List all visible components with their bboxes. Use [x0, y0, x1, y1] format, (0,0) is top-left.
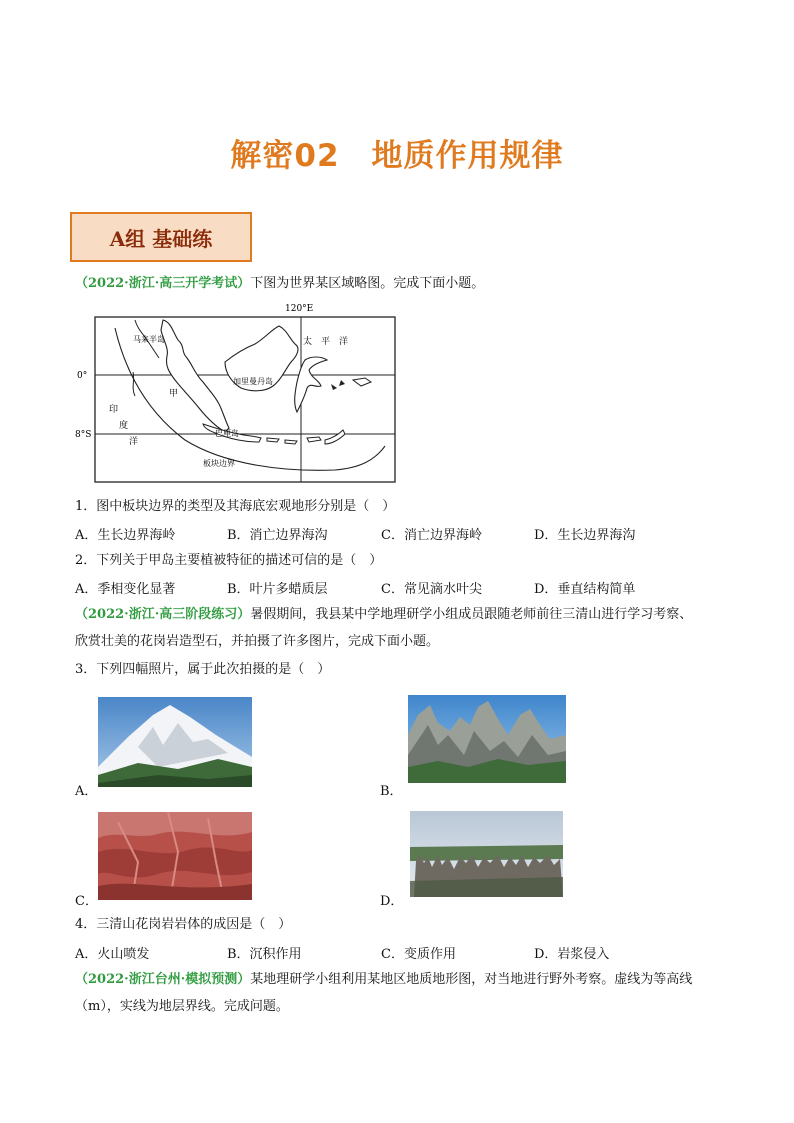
source-tag: （2022·浙江·高三阶段练习）: [75, 607, 251, 622]
map-lon-label: 120°E: [285, 304, 314, 314]
photo-a-snow-mountain: [98, 697, 252, 787]
q4-option-c: C．变质作用: [381, 947, 456, 962]
intro-text: 下图为世界某区域略图。完成下面小题。: [250, 276, 485, 291]
intro-1: [75, 274, 735, 294]
map-label-bali: 巴厘岛: [215, 429, 239, 438]
intro-2-line-1: [75, 605, 735, 625]
q3-label-b: B．: [380, 784, 403, 799]
q3-label-a: A．: [75, 784, 98, 799]
q2-option-c: C．常见滴水叶尖: [381, 582, 482, 597]
group-label-box: [70, 212, 252, 262]
q1-option-b: B．消亡边界海沟: [227, 528, 328, 543]
q3-stem: 3．下列四幅照片，属于此次拍摄的是（ ）: [75, 662, 331, 677]
map-label-malay: 马来半岛: [133, 335, 165, 344]
map-label-kalimantan: 加里曼丹岛: [233, 377, 273, 386]
q4-stem: 4．三清山花岗岩岩体的成因是（ ）: [75, 917, 292, 932]
photo-d-stone-forest: [410, 811, 563, 897]
map-label-indian-2: 度: [119, 421, 129, 431]
q3-label-c: C．: [75, 894, 98, 909]
map-lat-8s: 8°S: [75, 430, 92, 440]
map-label-indian-1: 印: [109, 405, 119, 415]
q2-option-b: B．叶片多蜡质层: [227, 582, 328, 597]
source-tag: （2022·浙江·高三开学考试）: [75, 276, 251, 291]
photo-c-red-landform: [98, 812, 252, 900]
q2-stem: 2．下列关于甲岛主要植被特征的描述可信的是（ ）: [75, 553, 383, 568]
map-label-plate-boundary: 板块边界: [203, 459, 235, 468]
map-label-indian-3: 洋: [129, 437, 139, 447]
intro-text: 某地理研学小组利用某地区地质地形图，对当地进行野外考察。虚线为等高线: [250, 972, 693, 987]
q1-option-c: C．消亡边界海岭: [381, 528, 482, 543]
q1-stem: 1．图中板块边界的类型及其海底宏观地形分别是（ ）: [75, 499, 396, 514]
q2-option-a: A．季相变化显著: [75, 582, 176, 597]
map-label-pacific: 太 平 洋: [303, 337, 349, 347]
q4-option-a: A．火山喷发: [75, 947, 150, 962]
source-tag: （2022·浙江台州·模拟预测）: [75, 972, 251, 987]
q1-option-d: D．生长边界海沟: [534, 528, 636, 543]
intro-3-line-1: [75, 970, 735, 990]
q4-option-b: B．沉积作用: [227, 947, 302, 962]
region-map: [75, 300, 415, 490]
map-label-jia: 甲: [169, 389, 179, 399]
q4-option-d: D．岩浆侵入: [534, 947, 610, 962]
photo-b-granite-peaks: [408, 695, 566, 783]
map-lat-0: 0°: [77, 371, 88, 381]
page-title: 解密02 地质作用规律: [230, 138, 564, 174]
intro-text: 暑假期间，我县某中学地理研学小组成员跟随老师前往三清山进行学习考察、: [250, 607, 693, 622]
group-label: A组 基础练: [109, 226, 213, 251]
intro-3-line-2: （m），实线为地层界线。完成问题。: [75, 999, 289, 1014]
q1-option-a: A．生长边界海岭: [75, 528, 176, 543]
intro-2-line-2: 欣赏壮美的花岗岩造型石，并拍摄了许多图片，完成下面小题。: [75, 634, 440, 649]
q2-option-d: D．垂直结构简单: [534, 582, 636, 597]
q3-label-d: D．: [380, 894, 404, 909]
